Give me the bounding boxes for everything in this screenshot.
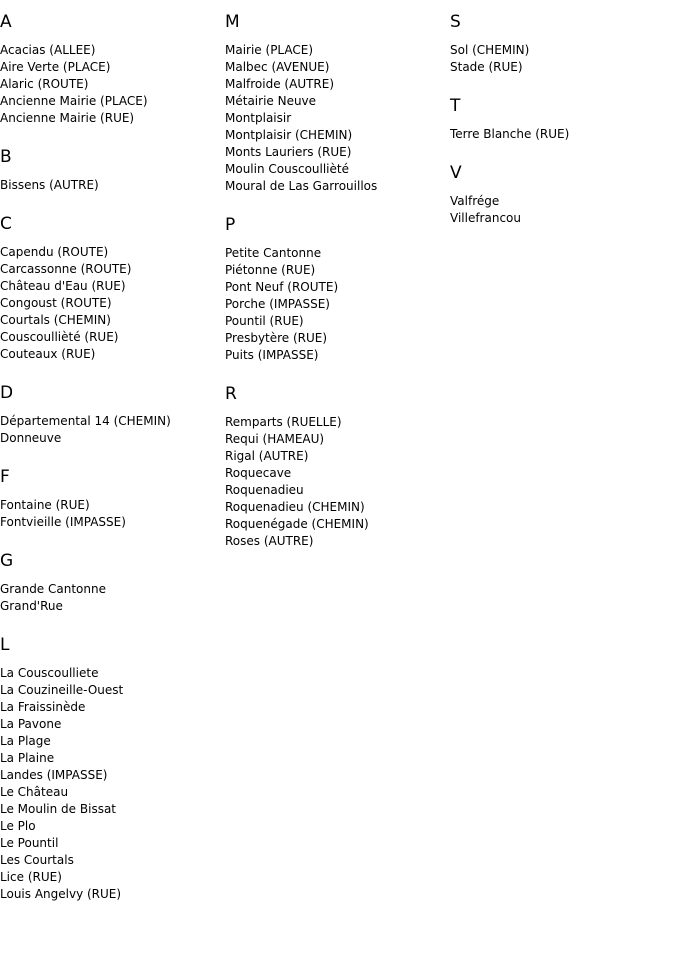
letter-section <box>0 550 225 615</box>
street-list <box>0 244 225 363</box>
letter-section <box>225 214 450 364</box>
street-item: Ancienne Mairie (RUE) <box>0 111 135 125</box>
street-list <box>225 42 450 195</box>
street-item: Carcassonne (ROUTE) <box>0 262 132 276</box>
letter-section <box>450 95 675 143</box>
street-item: La Couscoulliete <box>0 666 99 680</box>
street-item: Stade (RUE) <box>450 60 523 74</box>
street-item: Pont Neuf (ROUTE) <box>225 280 339 294</box>
letter-section <box>0 634 225 903</box>
street-item: Départemental 14 (CHEMIN) <box>0 414 171 428</box>
letter-section <box>0 146 225 194</box>
section-letter-heading: C <box>0 214 12 234</box>
street-item: Requi (HAMEAU) <box>225 432 325 446</box>
street-item: Roquenadieu (CHEMIN) <box>225 500 365 514</box>
section-letter-heading: M <box>225 12 240 32</box>
street-item: La Pavone <box>0 717 62 731</box>
street-item: Roquenégade (CHEMIN) <box>225 517 369 531</box>
street-item: Petite Cantonne <box>225 246 322 260</box>
section-letter-heading: R <box>225 384 237 404</box>
section-letter-heading: D <box>0 383 14 403</box>
section-letter-heading: F <box>0 467 10 487</box>
letter-section <box>225 11 450 195</box>
street-item: Château d'Eau (RUE) <box>0 279 126 293</box>
street-item: Rigal (AUTRE) <box>225 449 309 463</box>
section-letter-heading: G <box>0 551 14 571</box>
letter-section <box>225 383 450 550</box>
street-list <box>450 193 675 227</box>
street-item: Grande Cantonne <box>0 582 106 596</box>
street-list <box>0 665 225 903</box>
street-item: Sol (CHEMIN) <box>450 43 530 57</box>
street-item: Roquecave <box>225 466 292 480</box>
street-list <box>225 414 450 550</box>
street-item: Puits (IMPASSE) <box>225 348 319 362</box>
street-item: Ancienne Mairie (PLACE) <box>0 94 148 108</box>
column-1 <box>0 0 225 903</box>
street-item: Piétonne (RUE) <box>225 263 316 277</box>
street-item: Le Moulin de Bissat <box>0 802 117 816</box>
street-item: Pountil (RUE) <box>225 314 304 328</box>
letter-section <box>0 382 225 447</box>
street-item: Landes (IMPASSE) <box>0 768 108 782</box>
street-item: Porche (IMPASSE) <box>225 297 330 311</box>
section-letter-heading: L <box>0 635 10 655</box>
street-item: Moural de Las Garrouillos <box>225 179 378 193</box>
street-item: Couscoullièté (RUE) <box>0 330 119 344</box>
section-letter-heading: P <box>225 215 236 235</box>
street-item: Les Courtals <box>0 853 74 867</box>
street-item: Lice (RUE) <box>0 870 62 884</box>
street-item: Moulin Couscoullièté <box>225 162 349 176</box>
street-item: Le Château <box>0 785 69 799</box>
letter-section <box>0 466 225 531</box>
street-item: Le Plo <box>0 819 36 833</box>
street-item: Acacias (ALLEE) <box>0 43 96 57</box>
street-item: La Fraissinède <box>0 700 86 714</box>
street-item: Grand'Rue <box>0 599 63 613</box>
street-item: La Couzineille-Ouest <box>0 683 124 697</box>
street-item: Terre Blanche (RUE) <box>450 127 570 141</box>
street-item: Roses (AUTRE) <box>225 534 314 548</box>
section-letter-heading: B <box>0 147 12 167</box>
street-list <box>0 413 225 447</box>
street-item: Louis Angelvy (RUE) <box>0 887 122 901</box>
street-item: Valfrége <box>450 194 500 208</box>
street-list <box>0 497 225 531</box>
street-item: Mairie (PLACE) <box>225 43 314 57</box>
street-item: Montplaisir <box>225 111 292 125</box>
street-item: Le Pountil <box>0 836 59 850</box>
street-item: La Plage <box>0 734 51 748</box>
street-item: Presbytère (RUE) <box>225 331 328 345</box>
street-item: Alaric (ROUTE) <box>0 77 89 91</box>
letter-section <box>450 11 675 76</box>
street-item: Villefrancou <box>450 211 521 225</box>
street-item: Roquenadieu <box>225 483 304 497</box>
street-item: Bissens (AUTRE) <box>0 178 99 192</box>
letter-section <box>450 162 675 227</box>
street-item: Remparts (RUELLE) <box>225 415 342 429</box>
street-item: Fontaine (RUE) <box>0 498 90 512</box>
street-list <box>0 177 225 194</box>
street-list <box>450 42 675 76</box>
section-letter-heading: V <box>450 163 462 183</box>
street-list <box>450 126 675 143</box>
street-item: Courtals (CHEMIN) <box>0 313 111 327</box>
street-item: Fontvieille (IMPASSE) <box>0 515 126 529</box>
street-item: Congoust (ROUTE) <box>0 296 112 310</box>
street-item: Donneuve <box>0 431 62 445</box>
column-3 <box>450 0 675 227</box>
street-item: Malfroide (AUTRE) <box>225 77 335 91</box>
street-item: Montplaisir (CHEMIN) <box>225 128 353 142</box>
street-item: Malbec (AVENUE) <box>225 60 330 74</box>
street-item: Aire Verte (PLACE) <box>0 60 111 74</box>
street-item: Métairie Neuve <box>225 94 317 108</box>
section-letter-heading: A <box>0 12 12 32</box>
street-item: Capendu (ROUTE) <box>0 245 109 259</box>
street-list <box>0 42 225 127</box>
street-item: Monts Lauriers (RUE) <box>225 145 352 159</box>
column-2 <box>225 0 450 550</box>
street-item: Couteaux (RUE) <box>0 347 96 361</box>
letter-section <box>0 213 225 363</box>
letter-section <box>0 11 225 127</box>
street-list <box>225 245 450 364</box>
section-letter-heading: S <box>450 12 461 32</box>
street-item: La Plaine <box>0 751 55 765</box>
section-letter-heading: T <box>450 96 461 116</box>
street-list <box>0 581 225 615</box>
